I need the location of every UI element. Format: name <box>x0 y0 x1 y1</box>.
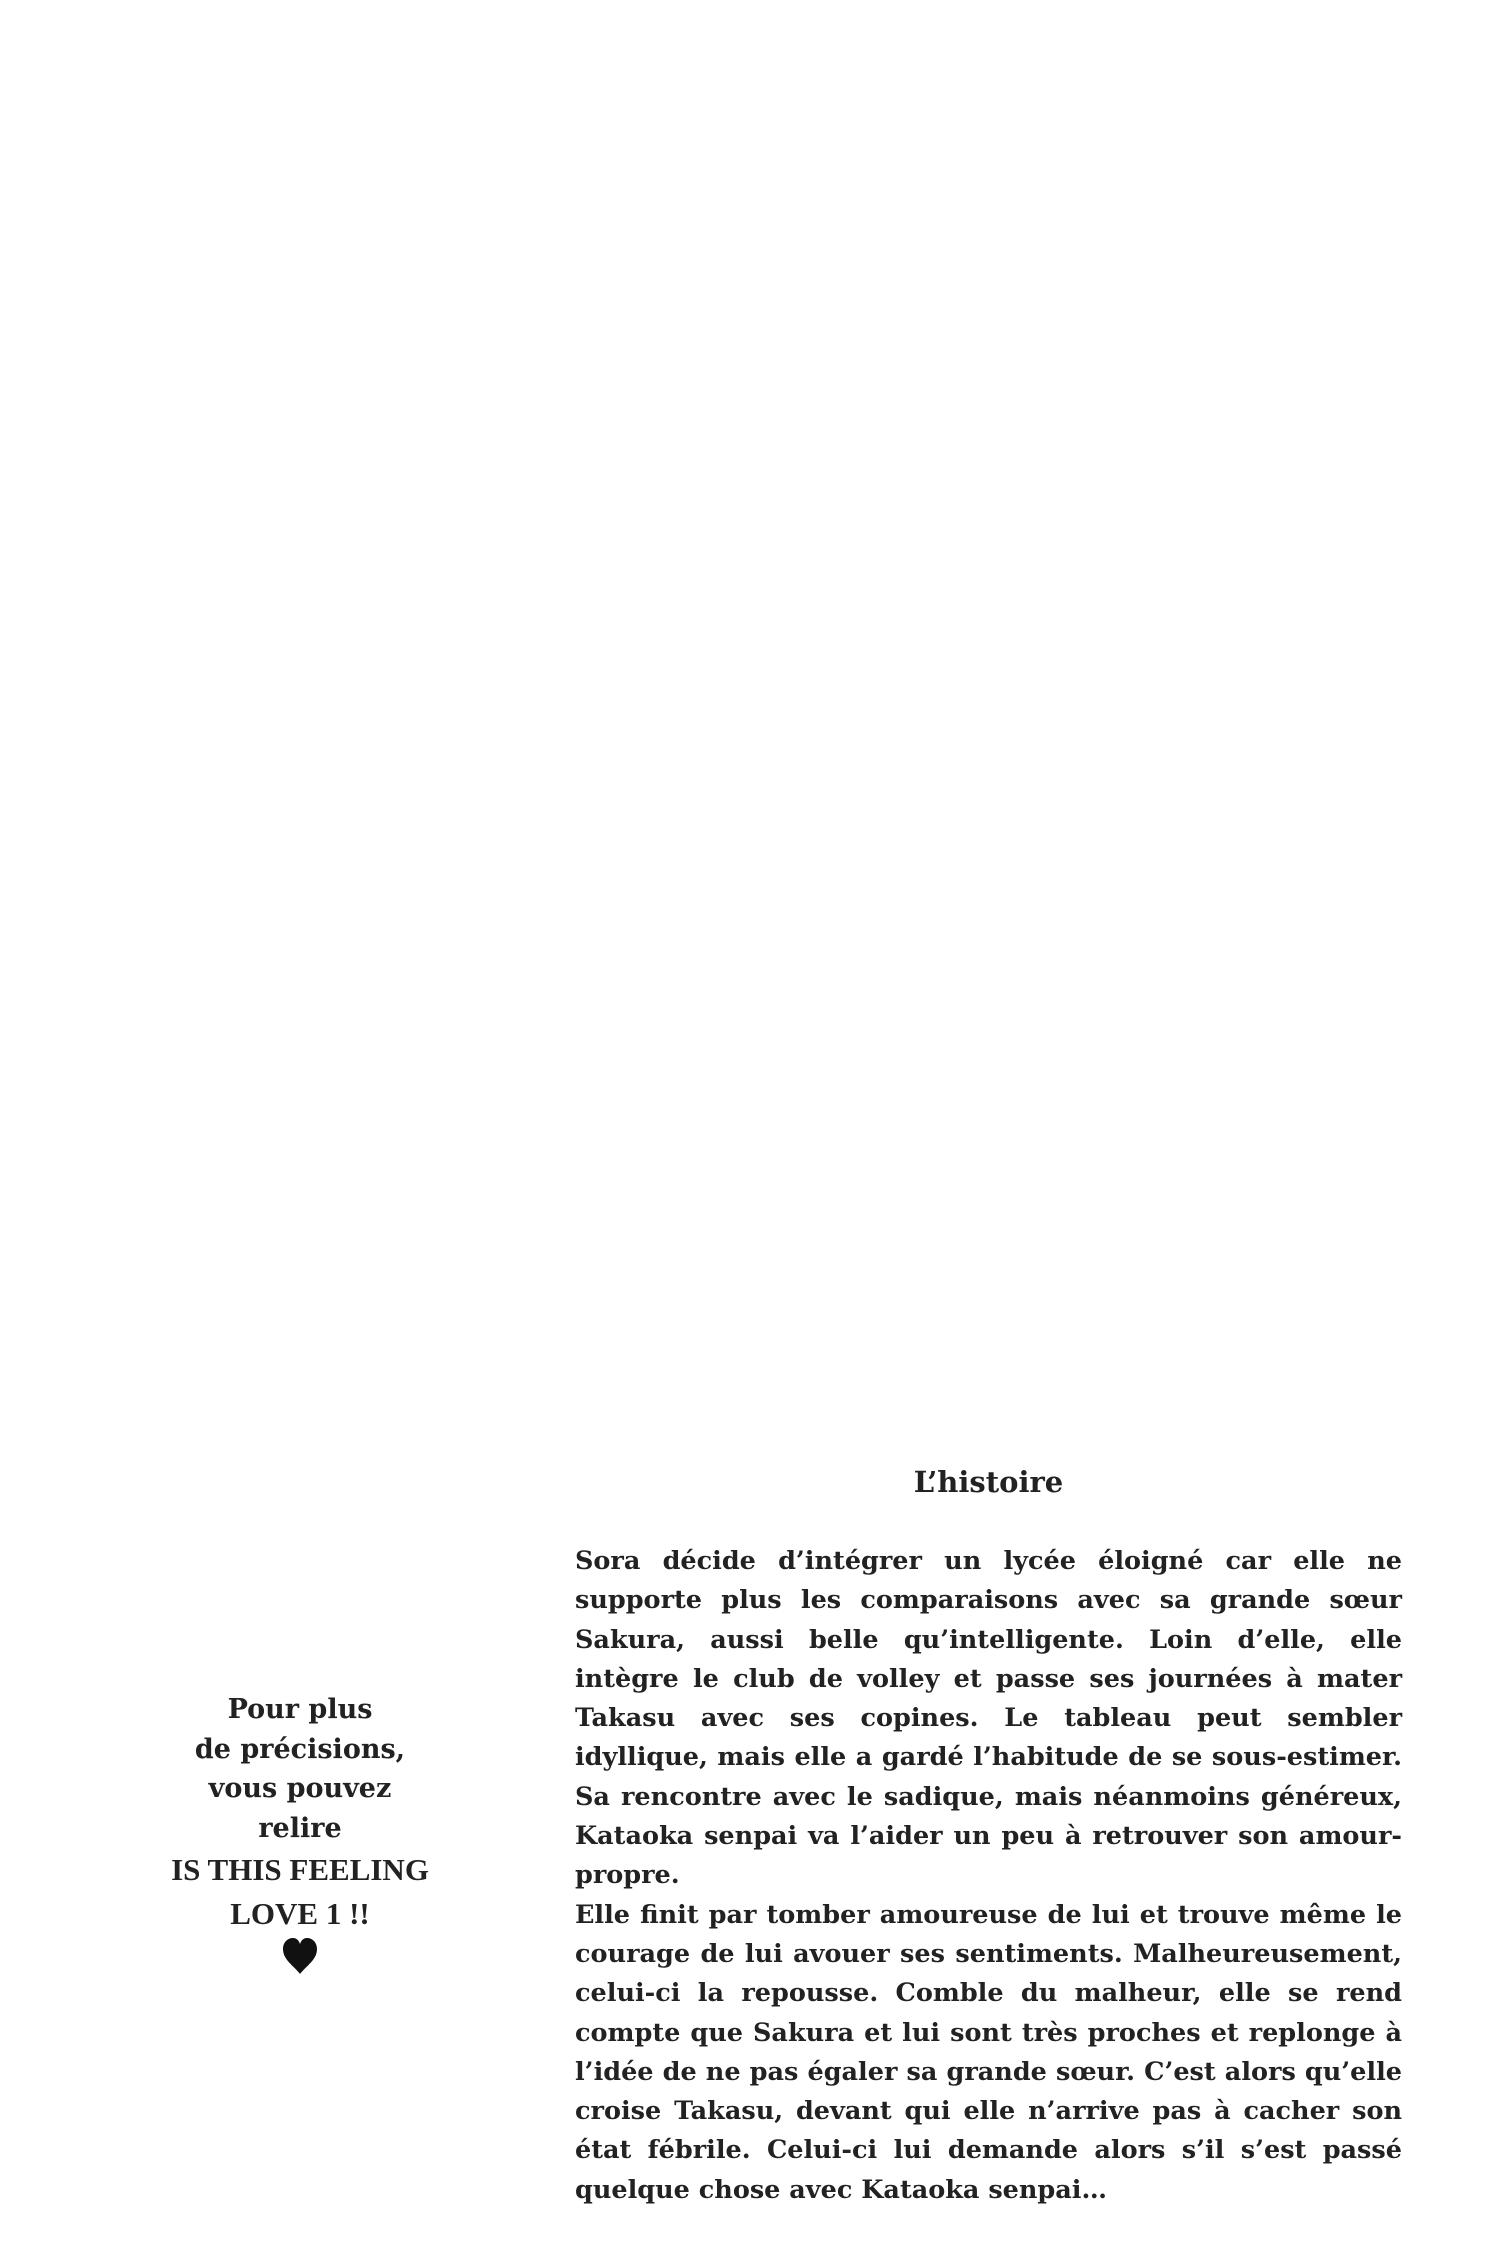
story-paragraph-1: Sora décide d’intégrer un lycée éloigné car elle ne supporte plus les comparaisons avec sa grande sœur Sakura, aussi belle qu’intelligente. Loin d’elle, elle intègre le club de volley et passe ses journées à mater Takasu avec ses copines. Le tableau peut sembler idyllique, mais elle a gardé l’habitude de se sous-estimer. Sa rencontre avec le sadique, mais néanmoins généreux, Kataoka senpai va l’aider un peu à retrouver son amour-propre. <box>575 1546 1402 1891</box>
story-title: L’histoire <box>913 1465 1064 1499</box>
side-note-line: relire <box>258 1812 342 1844</box>
story-paragraph-2: Elle finit par tomber amoureuse de lui et trouve même le courage de lui avouer ses sentiments. Malheureusement, celui-ci la repousse. Comble du malheur, elle se rend compte que Sakura et lui sont très proches et replonge à l’idée de ne pas égaler sa grande sœur. C’est alors qu’elle croise Takasu, devant qui elle n’arrive pas à cacher son état fébrile. Celui-ci lui demande alors s’il s’est passé quelque chose avec Kataoka senpai… <box>575 1899 1402 2205</box>
side-note-line: vous pouvez <box>208 1773 392 1804</box>
heart-icon <box>280 1936 320 1976</box>
side-note-title-line: IS THIS FEELING <box>171 1852 429 1887</box>
side-note-line: Pour plus <box>227 1694 373 1725</box>
side-note-line: de précisions, <box>194 1733 406 1765</box>
story-body <box>575 1542 1402 2210</box>
side-note <box>140 1690 460 1976</box>
side-note-title-line: LOVE 1 !! <box>230 1896 370 1931</box>
